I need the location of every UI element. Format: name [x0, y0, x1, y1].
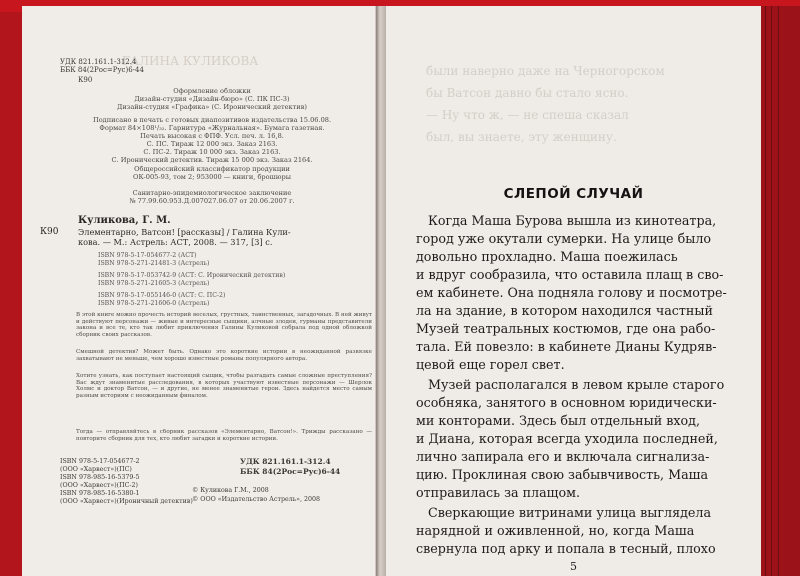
book-cover-edge	[761, 6, 800, 576]
book-gutter	[376, 6, 386, 576]
imprint-line: № 77.99.60.953.Д.007027.06.07 от 20.06.2007 г.	[129, 197, 295, 205]
bottom-isbn-line: ISBN 978-985-16-5379-5	[60, 474, 140, 481]
imprint-line: ОК-005-93, том 2; 953000 — книги, брошюры	[133, 173, 291, 181]
text-line: цевой еще горел свет.	[416, 357, 565, 372]
credit-line: Дизайн-студия «Дизайн-бюро» (С. ПК ПС-3)	[134, 95, 290, 103]
text-line: цию. Проклиная свою забывчивость, Маша	[416, 467, 709, 482]
author-heading: Куликова, Г. М.	[78, 215, 171, 226]
isbn-line: ISBN 978-5-271-21606-0 (Астрель)	[98, 300, 210, 307]
show-through-line: были наверно даже на Черногорском	[426, 64, 665, 78]
text-line: нарядной и оживленной, но, когда Маша	[416, 523, 695, 538]
bottom-isbn-line: (ООО «Харвест»)(Ироничный детектив)	[60, 498, 193, 505]
catalog-code-left: К90	[40, 227, 59, 237]
isbn-line: ISBN 978-5-17-053742-9 (АСТ: С. Иронический детектив)	[98, 272, 286, 279]
text-line: ем кабинете. Она подняла голову и посмотре-	[416, 285, 727, 300]
text-line: ми конторами. Здесь был отдельный вход,	[416, 413, 700, 428]
bottom-udk: УДК 821.161.1-312.4	[240, 457, 331, 466]
imprint-line: С. ПС. Тираж 12 000 экз. Заказ 2163.	[146, 140, 278, 148]
bottom-bbk: ББК 84(2Рос=Рус)6-44	[240, 467, 341, 476]
left-page	[22, 6, 376, 576]
bottom-isbn-line: ISBN 978-985-16-5380-1	[60, 490, 140, 497]
bbk-code: ББК 84(2Рос=Рус)6-44	[60, 66, 144, 74]
text-line: особняка, занятого в основном юридически-	[416, 395, 717, 410]
credit-line: Дизайн-студия «Графика» (С. Иронический детектив)	[117, 103, 307, 111]
bib-line: Элементарно, Ватсон! [рассказы] / Галина Кули-	[78, 227, 291, 237]
story-title: СЛЕПОЙ СЛУЧАЙ	[503, 186, 644, 202]
imprint-line: Печать высокая с ФПФ. Усл. печ. л. 16,8.	[140, 132, 284, 140]
right-page	[386, 6, 761, 576]
text-line: отправилась за плащом.	[416, 485, 581, 500]
show-through-line: — Ну что ж, — не спеша сказал	[426, 108, 629, 122]
imprint-line: Санитарно-эпидемиологическое заключение	[132, 189, 292, 197]
text-line: лично запирала его и включала сигнализа-	[416, 449, 710, 464]
imprint-line: С. ПС-2. Тираж 10 000 экз. Заказ 2163.	[143, 148, 281, 156]
credit-line: Оформление обложки	[173, 87, 251, 95]
copyright-line: © Куликова Г.М., 2008	[192, 487, 269, 494]
isbn-line: ISBN 978-5-17-054677-2 (АСТ)	[98, 252, 197, 259]
show-through-line: был, вы знаете, эту женщину.	[426, 130, 617, 144]
text-line: тала. Ей повезло: в кабинете Дианы Кудряв-	[416, 339, 717, 354]
show-through-line: бы Ватсон давно бы стало ясно.	[426, 86, 629, 100]
isbn-line: ISBN 978-5-271-21481-3 (Астрель)	[98, 260, 210, 267]
annotation-paragraph: В этой книге можно прочесть историй веселых, грустных, таинственных, загадочных. В ней живут и действуют персонажи — живые и интересные сыщики, алчные злодеи, гурманы представители закона и все те, кто так любит приключения Галины Куликовой собрала под одной обложкой сборник своих рассказов.	[76, 312, 372, 338]
isbn-line: ISBN 978-5-17-055146-0 (АСТ: С. ПС-2)	[98, 292, 226, 299]
annotation-paragraph: Смешной детектив? Может быть. Однако это короткие истории в неожиданной развязке захватывают не меньше, чем хорошо известные романы популярного автора.	[76, 349, 372, 362]
text-line: Когда Маша Бурова вышла из кинотеатра,	[428, 213, 717, 228]
text-line: Сверкающие витринами улица выглядела	[428, 505, 712, 520]
text-line: Музей театральных костюмов, где она рабо-	[416, 321, 716, 336]
bib-line: кова. — М.: Астрель: АСТ, 2008. — 317, [3] с.	[78, 237, 273, 247]
copyright-line: © ООО «Издательство Астрель», 2008	[192, 496, 321, 503]
udk-code: УДК 821.161.1-312.4	[60, 58, 137, 66]
bottom-isbn-line: (ООО «Харвест»)(ПС-2)	[60, 482, 139, 489]
text-line: ла на здание, в котором находился частный	[416, 303, 713, 318]
annotation-paragraph: Тогда — отправляйтесь в сборник рассказов «Элементарно, Ватсон!». Трижды рассказано — повторите сборник для тех, кто любит загадки и короткие истории.	[76, 429, 372, 442]
text-line: город уже окутали сумерки. На улице было	[416, 231, 712, 246]
isbn-line: ISBN 978-5-271-21605-3 (Астрель)	[98, 280, 210, 287]
imprint-line: Формат 84×108¹/₃₂. Гарнитура «Журнальная». Бумага газетная.	[99, 124, 325, 132]
text-line: и Диана, которая всегда уходила последней,	[416, 431, 718, 446]
catalog-code: К90	[78, 76, 93, 84]
text-line: Музей располагался в левом крыле старого	[428, 377, 725, 392]
ghost-header: ГАЛИНА КУЛИКОВА	[122, 54, 259, 68]
annotation-paragraph: Хотите узнать, как поступает настоящий сыщик, чтобы разгадать самые сложные преступления? Вас ждут знаменитые расследования, в которых участвуют известные персонажи — Шерлок Холмс и доктор Ватсон, — и другие, не менее знаменитые герои. Здесь найдется место самым разным историям с неожиданным финалом.	[76, 373, 372, 399]
page-number: 5	[570, 560, 577, 573]
bottom-isbn-line: ISBN 978-5-17-054677-2	[60, 458, 140, 465]
imprint-line: Общероссийский классификатор продукции	[134, 165, 290, 173]
text-line: и вдруг сообразила, что оставила плащ в сво-	[416, 267, 724, 282]
bottom-isbn-line: (ООО «Харвест»)(ПС)	[60, 466, 132, 473]
imprint-line: Подписано в печать с готовых диапозитивов издательства 15.06.08.	[92, 116, 332, 124]
text-line: довольно прохладно. Маша поежилась	[416, 249, 678, 264]
imprint-line: С. Иронический детектив. Тираж 15 000 экз. Заказ 2164.	[111, 156, 313, 164]
text-line: свернула под арку и попала в тесный, плохо	[416, 541, 716, 556]
